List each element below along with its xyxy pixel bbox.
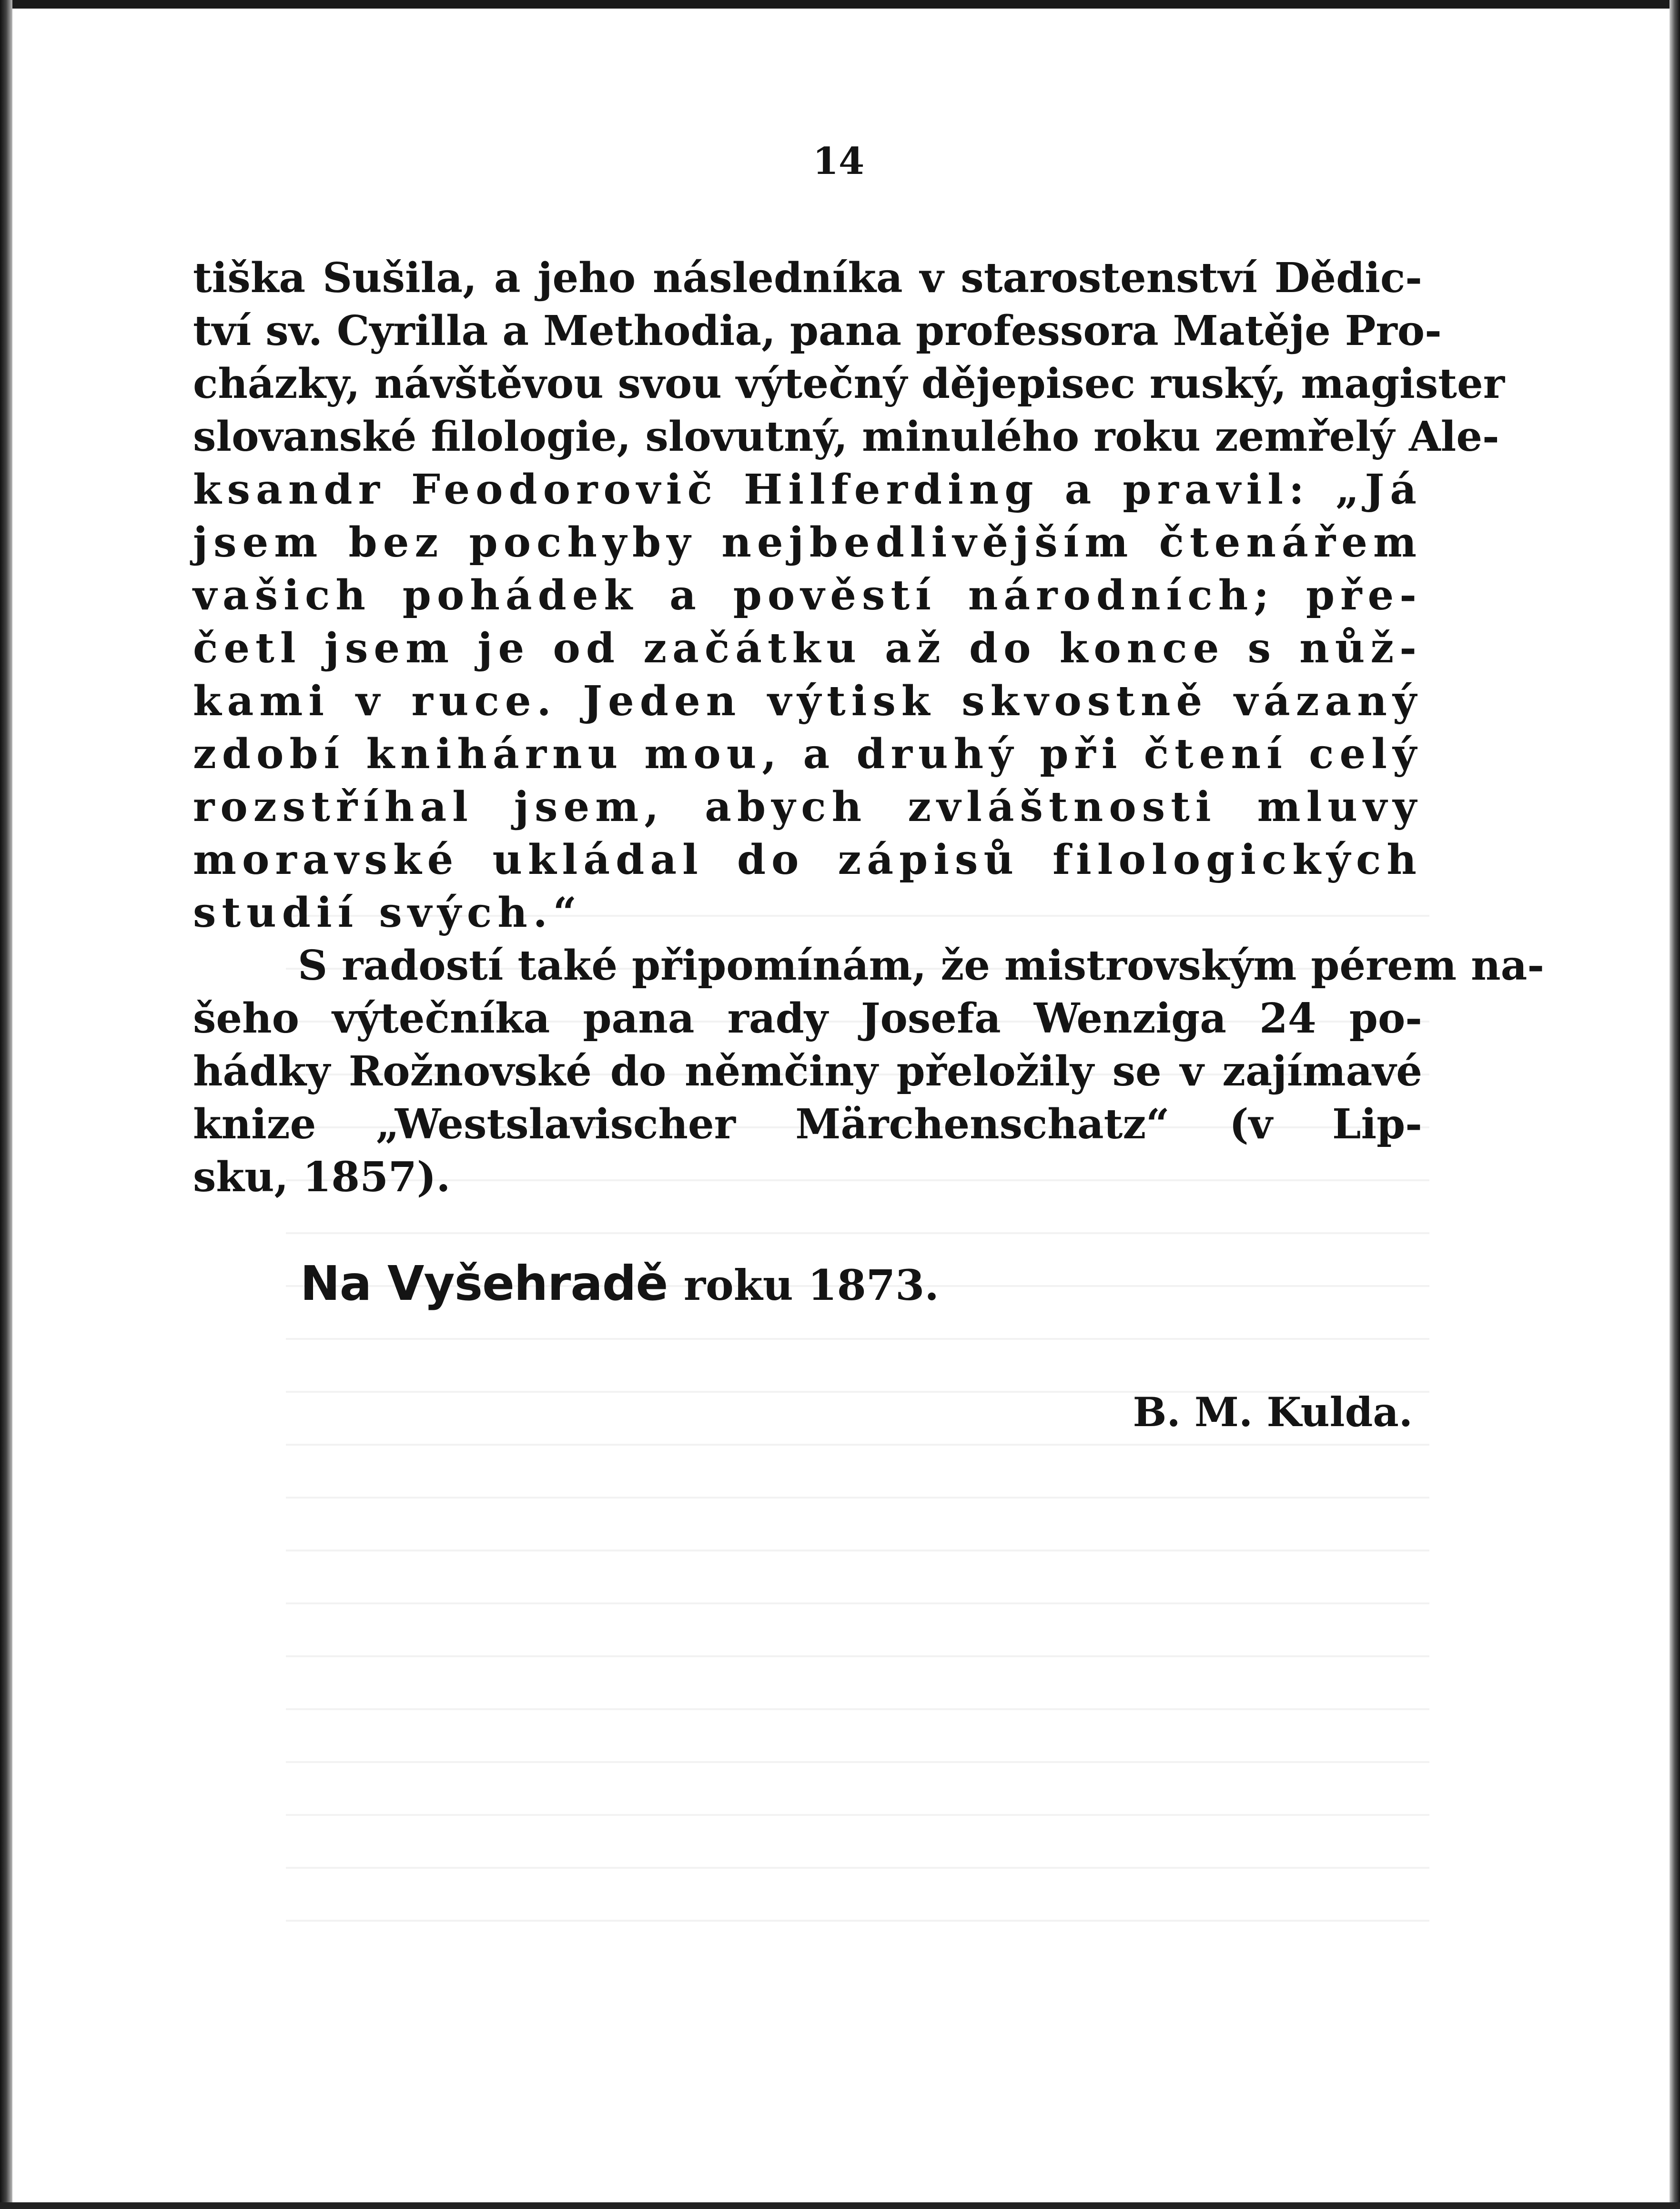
scan-border-right — [1670, 0, 1680, 2209]
page-number: 14 — [812, 140, 865, 183]
text-line: četl jsem je od začátku až do konce s nůž- — [193, 624, 1422, 672]
text-line: slovanské filologie, slovutný, minulého roku zemřelý Ale- — [193, 413, 1499, 461]
text-line: šeho výtečníka pana rady Josefa Wenziga 24 po- — [193, 994, 1422, 1043]
text-line: jsem bez pochyby nejbedlivějším čtenářem — [193, 518, 1422, 567]
book-page — [193, 140, 1545, 1436]
text-line: vašich pohádek a pověstí národních; pře- — [193, 571, 1422, 619]
text-line: knize „Westslavischer Märchenschatz“ (v Lip- — [193, 1100, 1422, 1148]
text-line: hádky Rožnovské do němčiny přeložily se v zajímavé — [193, 1047, 1422, 1095]
text-line: studií svých.“ — [193, 889, 583, 937]
author-signature: B. M. Kulda. — [1133, 1388, 1413, 1436]
text-line: sku, 1857). — [193, 1153, 451, 1201]
body-text — [193, 252, 1545, 1204]
dateline-place: Na Vyšehradě — [300, 1256, 668, 1311]
dateline-year: roku 1873. — [683, 1260, 939, 1310]
text-line: moravské ukládal do zápisů filologických — [193, 836, 1422, 884]
text-line: S radostí také připomínám, že mistrovským pérem na- — [298, 942, 1545, 990]
text-line: cházky, návštěvou svou výtečný dějepisec ruský, magister — [193, 360, 1505, 408]
scan-border-left — [0, 0, 12, 2209]
text-line: rozstříhal jsem, abych zvláštnosti mluvy — [193, 783, 1422, 831]
scan-border-bottom — [0, 2202, 1680, 2209]
text-line: tví sv. Cyrilla a Methodia, pana professora Matěje Pro- — [193, 307, 1442, 355]
text-line: zdobí knihárnu mou, a druhý při čtení celý — [193, 730, 1422, 778]
scan-border-top — [0, 0, 1680, 9]
dateline — [193, 1256, 1422, 1311]
text-line: kami v ruce. Jeden výtisk skvostně vázaný — [193, 677, 1422, 725]
text-line: tiška Sušila, a jeho následníka v starostenství Dědic- — [193, 254, 1422, 302]
text-line: ksandr Feodorovič Hilferding a pravil: „Já — [193, 466, 1422, 514]
